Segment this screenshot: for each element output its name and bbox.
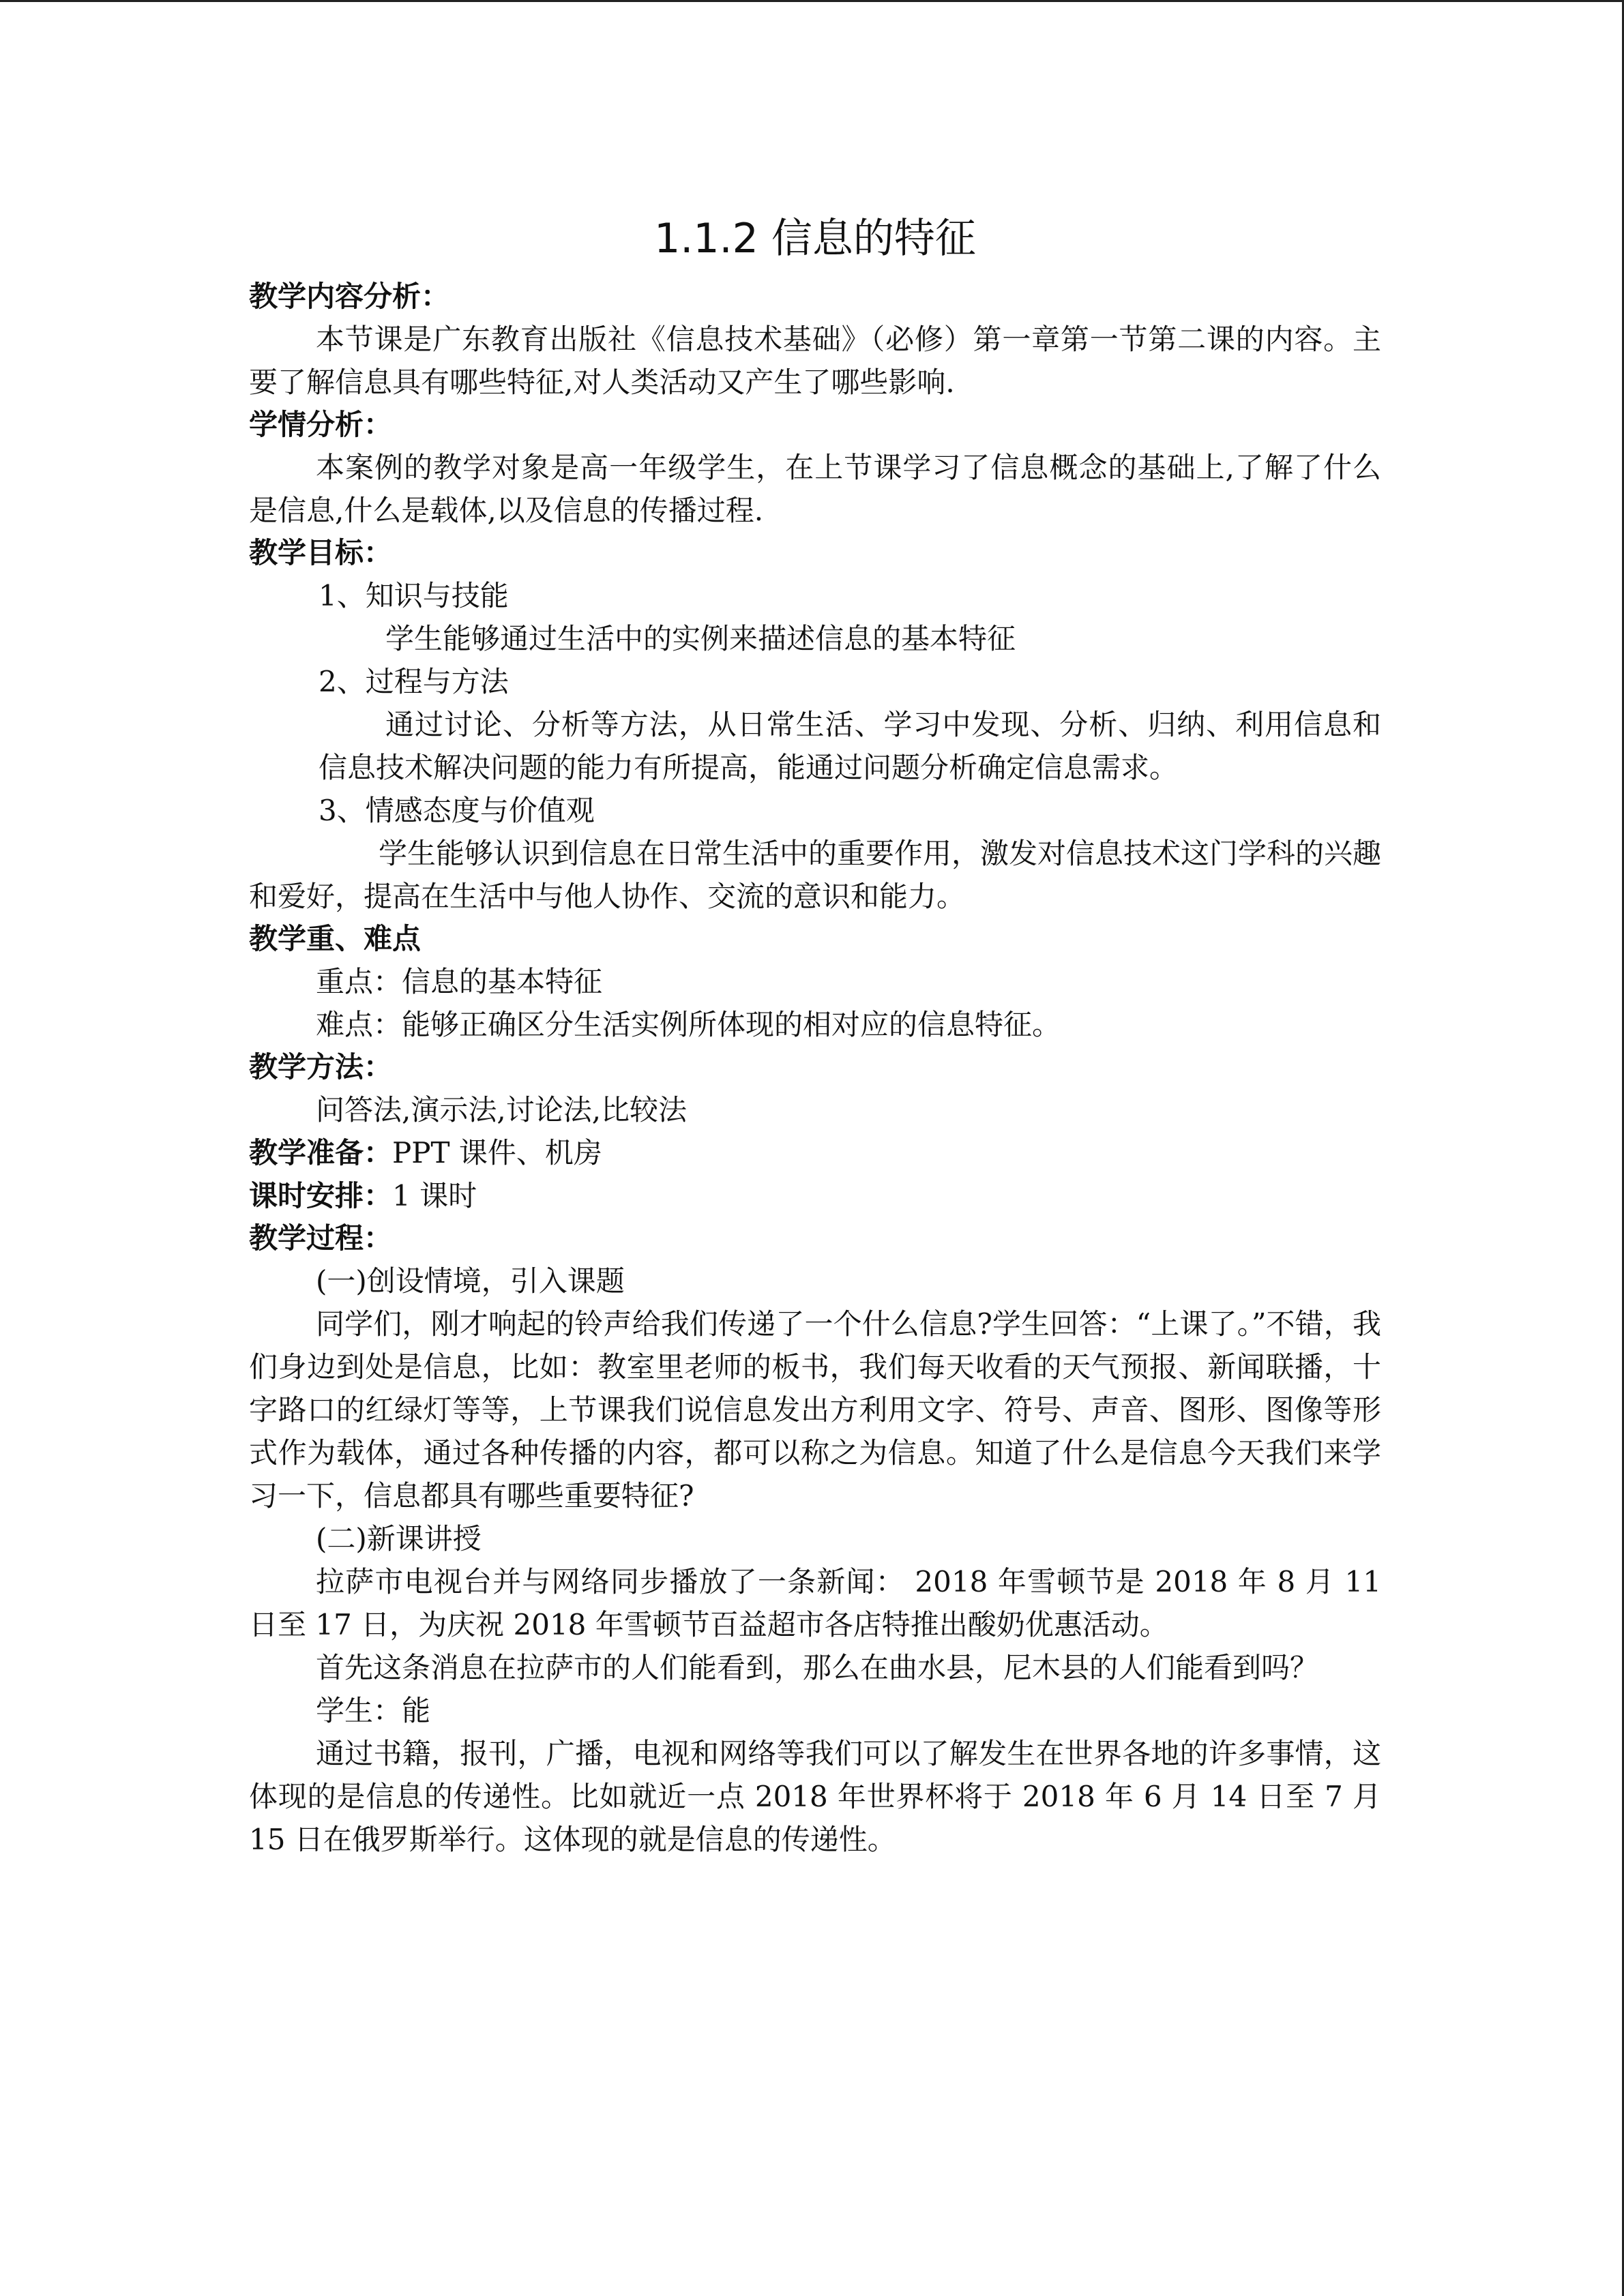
process-part2-paragraph: 学生：能 — [316, 1694, 431, 1727]
student-analysis-text: 本案例的教学对象是高一年级学生，在上节课学习了信息概念的基础上,了解了什么是信息,什么是载体,以及信息的传播过程. — [249, 451, 1381, 527]
process-part2-paragraph: 通过书籍，报刊，广播，电视和网络等我们可以了解发生在世界各地的许多事情，这体现的是信息的传递性。比如就近一点 2018 年世界杯将于 2018 年 6 月 14 日至 7 月 15 日在俄罗斯举行。这体现的就是信息的传递性。 — [249, 1737, 1381, 1856]
schedule-text: 1 课时 — [392, 1179, 477, 1212]
key-point-focus: 重点：信息的基本特征 — [316, 965, 603, 998]
preparation-heading: 教学准备： — [249, 1136, 393, 1169]
key-point-difficulty: 难点：能够正确区分生活实例所体现的相对应的信息特征。 — [316, 1008, 1061, 1041]
process-heading: 教学过程： — [249, 1221, 393, 1255]
process-part2-title: (二)新课讲授 — [316, 1522, 482, 1555]
key-points-heading: 教学重、难点 — [249, 922, 422, 955]
objective-text: 通过讨论、分析等方法，从日常生活、学习中发现、分析、归纳、利用信息和信息技术解决问题的能力有所提高，能通过问题分析确定信息需求。 — [319, 708, 1381, 784]
objective-text: 学生能够认识到信息在日常生活中的重要作用，激发对信息技术这门学科的兴趣和爱好，提高在生活中与他人协作、交流的意识和能力。 — [249, 837, 1382, 913]
content-analysis-text: 本节课是广东教育出版社《信息技术基础》（必修）第一章第一节第二课的内容。主要了解信息具有哪些特征,对人类活动又产生了哪些影响. — [249, 323, 1381, 399]
schedule-heading: 课时安排： — [249, 1179, 393, 1212]
preparation-text: PPT 课件、机房 — [392, 1136, 602, 1169]
schedule-line — [249, 1174, 1381, 1217]
objective-label: 3、情感态度与价值观 — [319, 794, 595, 827]
preparation-line — [249, 1131, 1381, 1174]
process-part2-paragraph: 拉萨市电视台并与网络同步播放了一条新闻： 2018 年雪顿节是 2018 年 8 月 11 日至 17 日，为庆祝 2018 年雪顿节百益超市各店特推出酸奶优惠活动。 — [249, 1565, 1381, 1641]
content-analysis-heading: 教学内容分析： — [249, 280, 450, 313]
methods-heading: 教学方法： — [249, 1050, 393, 1084]
objectives-heading: 教学目标： — [249, 536, 393, 569]
process-part1-text: 同学们，刚才响起的铃声给我们传递了一个什么信息?学生回答：“上课了。”不错，我们身边到处是信息，比如：教室里老师的板书，我们每天收看的天气预报、新闻联播，十字路口的红绿灯等等，上节课我们说信息发出方利用文字、符号、声音、图形、图像等形式作为载体，通过各种传播的内容，都可以称之为信息。知道了什么是信息今天我们来学习一下，信息都具有哪些重要特征? — [249, 1307, 1381, 1512]
document-title: 1.1.2 信息的特征 — [654, 215, 976, 263]
objective-label: 1、知识与技能 — [319, 579, 509, 612]
objective-text: 学生能够通过生活中的实例来描述信息的基本特征 — [385, 622, 1016, 655]
student-analysis-heading: 学情分析： — [249, 408, 393, 441]
objective-label: 2、过程与方法 — [319, 665, 509, 698]
lesson-plan-document — [249, 205, 1381, 1861]
methods-text: 问答法,演示法,讨论法,比较法 — [316, 1093, 688, 1127]
process-part2-paragraph: 首先这条消息在拉萨市的人们能看到，那么在曲水县，尼木县的人们能看到吗？ — [316, 1651, 1319, 1684]
process-part1-title: (一)创设情境，引入课题 — [316, 1264, 625, 1298]
